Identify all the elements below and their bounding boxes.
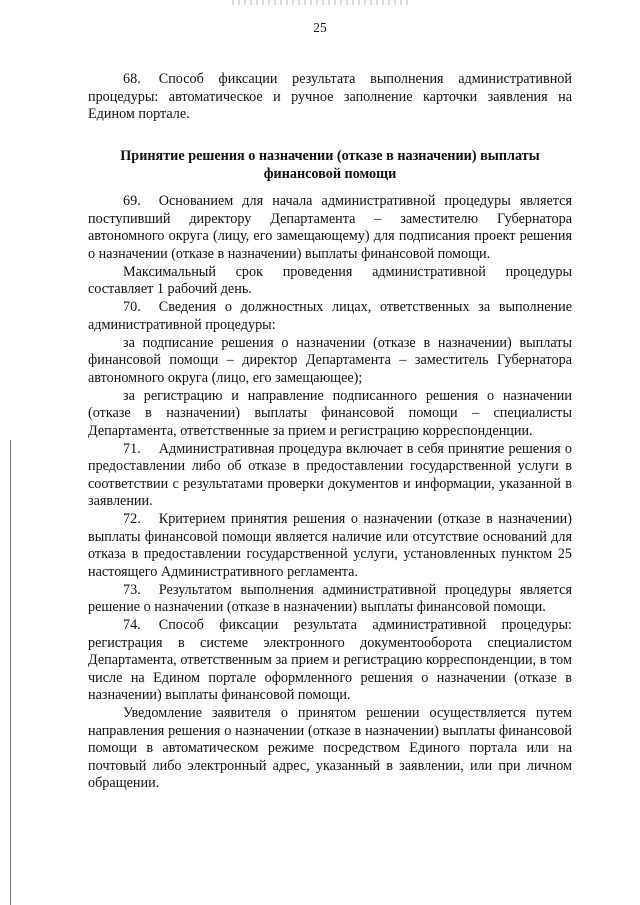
scan-smudge [232, 0, 412, 5]
paragraph-text: Административная процедура включает в себя принятие решения о предоставлении либо об отказе в предоставлении государственной услуги в соответствии с результатами проверки документов и информации, указанной в заявлении. [88, 440, 572, 509]
paragraph-70 [88, 299, 572, 334]
paragraph-text: Основанием для начала административной процедуры является поступивший директору Департамента – заместителю Губернатора автономного округа (лицу, его замещающему) для подписания проект решения о назначении (отказе в назначении) выплаты финансовой помощи. [88, 193, 572, 262]
top-paragraphs [88, 71, 572, 124]
paragraph-text: Критерием принятия решения о назначении (отказе в назначении) выплаты финансовой помощи является наличие или отсутствие оснований для отказа в предоставлении государственной услуги, установленных пунктом 25 настоящего Административного регламента. [88, 511, 572, 580]
paragraph-number: 71. [123, 440, 141, 457]
paragraph-70-signing [88, 335, 572, 388]
paragraph-number: 70. [123, 299, 141, 315]
paragraph-notification [88, 705, 572, 793]
paragraph-max-term [88, 264, 572, 299]
paragraph-text: Способ фиксации результата административной процедуры: регистрация в системе электронного документооборота специалистом Департамента, ответственным за прием и регистрацию корреспонденции, в том числе на Едином портале оформленного решения о назначении (отказе в назначении) выплаты финансовой помощи. [88, 617, 572, 703]
paragraph-text: Уведомление заявителя о принятом решении осуществляется путем направления решения о назначении (отказе в назначении) выплаты финансовой помощи в автоматическом режиме посредством Единого портала или на почтовый либо электронный адрес, указанный в заявлении, или при личном обращении. [88, 705, 572, 791]
paragraph-73 [88, 582, 572, 617]
paragraph-69 [88, 193, 572, 263]
paragraph-text: Способ фиксации результата выполнения административной процедуры: автоматическое и ручное заполнение карточки заявления на Едином портале. [88, 71, 572, 122]
paragraph-70-registration [88, 388, 572, 441]
section-heading [88, 148, 572, 183]
paragraph-text: Сведения о должностных лицах, ответственных за выполнение административной процедуры: [88, 299, 572, 333]
paragraph-text: за подписание решения о назначении (отказе в назначении) выплаты финансовой помощи – директор Департамента – заместитель Губернатора автономного округа (лицо, его замещающее); [88, 334, 572, 386]
section-heading-line-2: финансовой помощи [263, 165, 397, 182]
paragraph-text: Максимальный срок проведения административной процедуры составляет 1 рабочий день. [88, 263, 572, 297]
paragraph-number: 69. [123, 193, 141, 209]
page-number: 25 [313, 20, 327, 35]
paragraph-number: 72. [123, 511, 141, 527]
paragraph-text: за регистрацию и направление подписанного решения о назначении (отказе в назначении) выплаты финансовой помощи – специалисты Департамента, ответственные за прием и регистрацию корреспонденции. [88, 387, 572, 439]
main-paragraphs [88, 193, 572, 793]
section-heading-line-1: Принятие решения о назначении (отказе в назначении) выплаты [120, 148, 540, 164]
paragraph-68 [88, 71, 572, 124]
paragraph-number: 68. [123, 71, 141, 87]
paragraph-71 [88, 441, 572, 511]
paragraph-74 [88, 617, 572, 705]
scan-edge-line [10, 440, 11, 905]
paragraph-72 [88, 511, 572, 581]
paragraph-text: Результатом выполнения административной процедуры является решение о назначении (отказе в назначении) выплаты финансовой помощи. [88, 581, 572, 615]
paragraph-number: 73. [123, 581, 141, 598]
paragraph-number: 74. [123, 617, 141, 633]
